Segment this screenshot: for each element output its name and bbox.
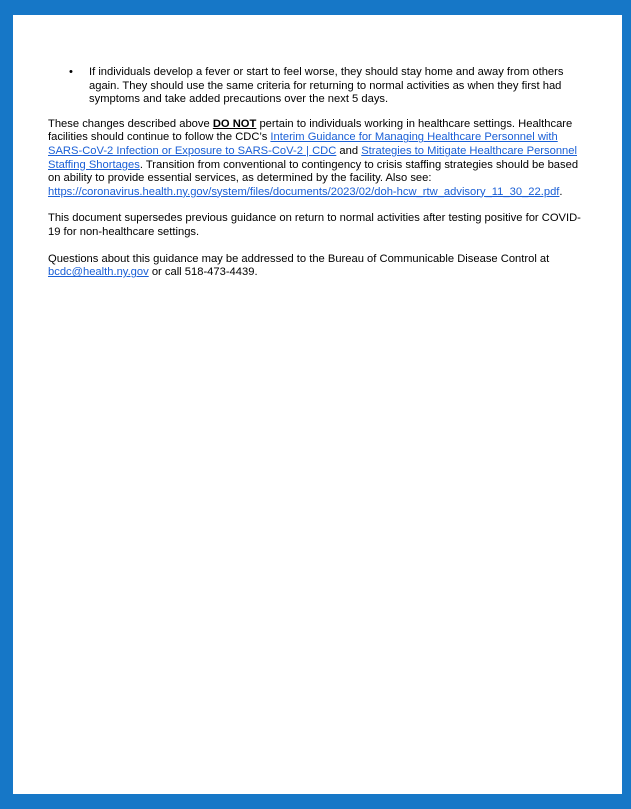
healthcare-paragraph <box>48 118 588 200</box>
supersedes-paragraph: This document supersedes previous guidance on return to normal activities after testing positive for COVID-19 for non-healthcare settings. <box>48 212 581 238</box>
list-item <box>48 66 588 107</box>
document-page <box>13 15 622 794</box>
document-content <box>48 66 588 293</box>
staffing-shortages-link[interactable]: Strategies to Mitigate Healthcare Personnel Staffing Shortages <box>48 144 577 171</box>
paragraph-end: . <box>559 185 563 198</box>
email-link[interactable]: bcdc@health.ny.gov <box>48 266 149 279</box>
questions-paragraph <box>48 253 588 280</box>
questions-tail-text: or call 518-473-4439. <box>148 266 258 279</box>
bullet-icon: • <box>69 66 73 78</box>
bullet-text: If individuals develop a fever or start to feel worse, they should stay home and away from others again. They should use the same criteria for returning to normal activities as when they first had symptoms and take added precautions over the next 5 days. <box>89 66 564 106</box>
questions-lead-text: Questions about this guidance may be addressed to the Bureau of Communicable Disease Control at <box>48 252 550 265</box>
cdc-interim-guidance-link[interactable]: Interim Guidance for Managing Healthcare Personnel with SARS-CoV-2 Infection or Exposure to SARS-CoV-2 | CDC <box>48 131 558 157</box>
do-not-emphasis: DO NOT <box>212 117 257 130</box>
paragraph-text-2: . Transition from conventional to contingency to crisis staffing strategies should be based on ability to provide essential services, as determined by the facility. Also see: <box>48 158 579 185</box>
and-text: and <box>336 144 362 157</box>
bullet-list <box>48 66 588 107</box>
doh-advisory-pdf-link[interactable]: https://coronavirus.health.ny.gov/system/files/documents/2023/02/doh-hcw_rtw_advisory_11_30_22.pdf <box>48 185 560 198</box>
paragraph-lead-text: These changes described above <box>48 117 213 130</box>
paragraph-text: pertain to individuals working in healthcare settings. Healthcare facilities should continue to follow the CDC’s <box>48 117 573 144</box>
